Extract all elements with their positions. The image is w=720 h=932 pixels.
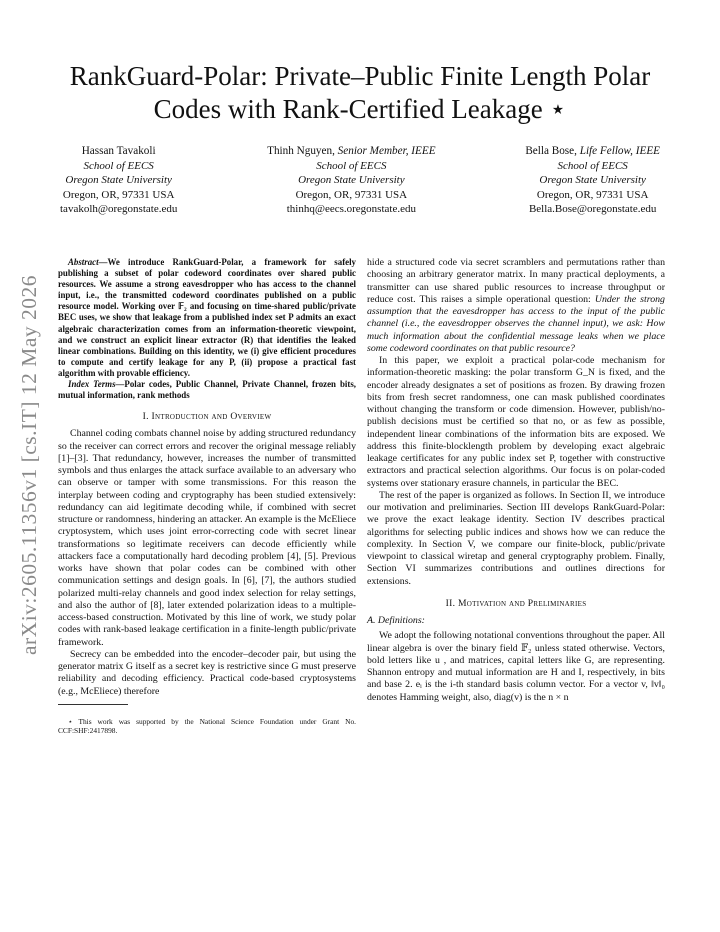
author-2 bbox=[267, 144, 435, 217]
research-question: Under the strong assumption that the eavesdropper has access to the input of the public channel (i.e., the eavesdropper observes the channel input), we ask: How much information about the confidential message leaks when we place some codeword coordinates on that public resource? bbox=[367, 293, 665, 354]
abstract-text: We introduce RankGuard-Polar, a framework for safely publishing a subset of polar codeword coordinates over shared public resources. We assume a strong eavesdropper who has access to the channel input, i.e., the transmitted codeword coordinates published on a public resource model. Working over 𝔽₂ and focusing on time-shared public/private BEC uses, we show that leakage from a published index set P admits an exact algebraic characterization comes from an information-theoretic viewpoint, and we construct an explicit linear extractor (R) that identifies the leaked linear combinations. Building on this identity, we (i) give efficient procedures to compute and certify leakage for any P, (ii) propose a practical fast algorithm with provable efficiency. bbox=[58, 257, 356, 378]
author-address: Oregon, OR, 97331 USA bbox=[536, 188, 649, 201]
author-school: School of EECS bbox=[557, 159, 628, 172]
section-heading: II. Motivation and Preliminaries bbox=[445, 597, 587, 609]
author-school: School of EECS bbox=[83, 159, 154, 172]
paragraph: The rest of the paper is organized as follows. In Section II, we introduce our motivation and preliminaries. Section III develops RankGuard-Polar: we prove the exact leakage identity. Section IV describes practical algorithms for selecting public indices and shows how we can reduce the complexity. In Section V, we compare our finite-block, public/private viewpoint to classical wiretap and general cryptography problem. Finally, Section VI summarizes contributions and outlines directions for extensions. bbox=[367, 489, 665, 587]
author-name: Hassan Tavakoli bbox=[81, 145, 156, 157]
author-block bbox=[60, 144, 660, 217]
author-university: Oregon State University bbox=[65, 174, 172, 187]
abstract bbox=[58, 257, 356, 401]
arxiv-identifier: arXiv:2605.11356v1 [cs.IT] 12 May 2026 bbox=[17, 274, 41, 656]
abstract-label: Abstract— bbox=[68, 257, 108, 267]
author-university: Oregon State University bbox=[539, 174, 646, 187]
author-1 bbox=[60, 144, 177, 217]
footnote-rule bbox=[58, 704, 128, 705]
author-school: School of EECS bbox=[316, 159, 387, 172]
author-name: Bella Bose, bbox=[525, 145, 577, 157]
author-role: Senior Member, IEEE bbox=[337, 145, 436, 157]
paragraph: Secrecy can be embedded into the encoder–decoder pair, but using the generator matrix G itself as a secret key is restrictive since G must preserve reliability and decoding efficiency. Practical code-based cryptosystems (e.g., McEliece) therefore bbox=[58, 648, 356, 697]
author-role: Life Fellow, IEEE bbox=[579, 145, 660, 157]
paragraph: We adopt the following notational conventions throughout the paper. All linear algebra is over the binary field 𝔽₂ unless stated otherwise. Vectors, bold letters like u , and matrices, capital letters like G, are representing. Shannon entropy and mutual information are H and I, respectively, in bits and base 2. eᵢ is the i-th standard basis column vector. For a vector v, ‖v‖₀ denotes Hamming weight, also, diag(v) is the n × n bbox=[367, 630, 665, 703]
author-name: Thinh Nguyen, bbox=[267, 145, 335, 157]
right-column bbox=[367, 257, 665, 704]
author-email: Bella.Bose@oregonstate.edu bbox=[528, 203, 657, 216]
index-terms-label: Index Terms— bbox=[68, 379, 125, 390]
footnote: ⋆ This work was supported by the National Science Foundation under Grant No. CCF:SHF:2417898. bbox=[58, 716, 356, 736]
author-university: Oregon State University bbox=[298, 174, 405, 187]
paragraph: Channel coding combats channel noise by adding structured redundancy so the receiver can correct errors and recover the original message reliably [1]–[3]. That redundancy, however, increases the number of transmitted symbols and thus enlarges the attack surface available to an adversary who can observe or tamper with some transmissions. For this reason the interplay between coding and cryptography has been studied extensively: redundancy can aid legitimate decoding while, if combined with secret structure or randomness, hindering an attacker. An example is the McEliece cryptosystem, which uses joint error-correcting code with secret linear transformations so legitimate receivers can decode efficiently while attackers face a computationally hard decoding problem [4], [5]. Previous works have shown that polar codes can be combined with other communication settings and design goals. In [6], [7], the authors studied polarized multi-relay channels and good index selection for relay settings, and also the author of [8], later extended polarization ideas to a multiple-access-based construction. Motivated by this line of work, we study polar codes with rank-based leakage certification in a finite-length public/private framework. bbox=[58, 428, 356, 648]
index-terms-text: Polar codes, Public Channel, Private Channel, frozen bits, mutual information, rank methods bbox=[58, 379, 356, 401]
left-column bbox=[58, 257, 356, 735]
author-email: tavakolh@oregonstate.edu bbox=[60, 203, 178, 216]
author-address: Oregon, OR, 97331 USA bbox=[62, 188, 175, 201]
author-email: thinhq@eecs.oregonstate.edu bbox=[286, 203, 416, 216]
paragraph: In this paper, we exploit a practical polar-code mechanism for information-theoretic masking: the polar transform G_N is fixed, and the encoder already designates a set of positions as frozen. By drawing frozen bits from fresh secret randomness, one can mask published coordinates without changing the transform or code dimension. However, publish/no-publish decisions must be certified so that no, or as few as possible, independent linear combinations of the information bits are exposed. We address this finite-blocklength problem by developing exact algebraic leakage certificates for any public index set P, together with constructive extractors and practical selection algorithms. Our focus is on polar-coded systems over stationary erasure channels, in particular the BEC. bbox=[367, 355, 665, 489]
author-address: Oregon, OR, 97331 USA bbox=[295, 188, 408, 201]
paper-title: RankGuard-Polar: Private–Public Finite Length Polar Codes with Rank-Certified Leakage ⋆ bbox=[69, 61, 651, 124]
paragraph: hide a structured code via secret scramblers and permutations rather than choosing an arbitrary generator matrix. In many practical deployments, a transmitter can use shared public resources to increase throughput or reduce cost. This raises a simple operational question: Under the strong assumption that the eavesdropper has access to the input of the public channel (i.e., the eavesdropper observes the channel input), we ask: How much information about the confidential message leaks when we place some codeword coordinates on that public resource? bbox=[367, 257, 665, 354]
section-heading: I. Introduction and Overview bbox=[142, 411, 272, 423]
subsection-heading: A. Definitions: bbox=[367, 615, 425, 626]
author-3 bbox=[525, 144, 660, 217]
